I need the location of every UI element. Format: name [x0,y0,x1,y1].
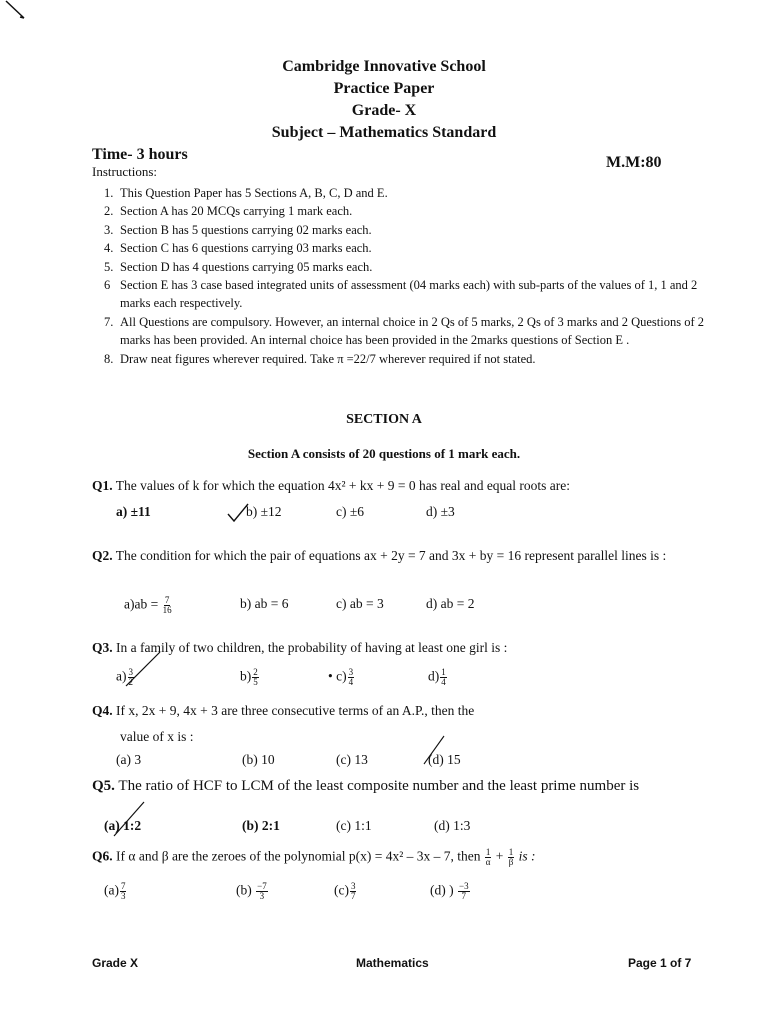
fraction [256,882,268,901]
fraction [440,668,447,687]
instruction-text: Draw neat figures wherever required. Take π =22/7 wherever required if not stated. [120,351,536,366]
instruction-item [104,221,704,239]
footer-subject: Mathematics [356,956,429,970]
fraction [163,596,172,615]
instruction-text: Section C has 6 questions carrying 03 marks each. [120,241,372,256]
option-a: (a) 3 [116,752,142,767]
question-text: The condition for which the pair of equations ax + 2y = 7 and 3x + by = 16 represent parallel lines is : [115,548,667,563]
instruction-item [104,202,704,220]
question-number: Q2. [92,548,113,563]
option-a-prefix: a)ab = [124,596,159,612]
instruction-number: 5. [104,259,114,274]
fraction-denominator: 4 [348,677,354,687]
option-label: (b) [236,882,252,898]
option-label: d) [428,668,440,684]
option-d: (d) 1:3 [434,818,471,833]
fraction-denominator: 5 [253,677,258,687]
fraction [458,882,470,901]
instruction-number: 3. [104,222,114,237]
instruction-item [104,350,704,368]
question-4 [92,698,722,750]
paper-header [0,56,768,144]
fraction-denominator: 2 [128,677,133,687]
option-label: a) [116,668,127,684]
plus-sign: + [495,848,504,864]
option-label: (a) [104,882,119,898]
fraction-numerator: 3 [350,881,356,891]
section-title: SECTION A [346,412,422,427]
question-3 [92,640,722,656]
max-marks: M.M:80 [606,154,662,171]
option-label: c) [336,668,347,684]
option-b: b) ab = 6 [240,596,289,611]
instruction-item [104,184,704,202]
option-b: b) ±12 [246,504,282,519]
question-5 [92,778,722,795]
instructions-heading: Instructions: [92,164,157,179]
fraction [252,668,259,687]
fraction-denominator: α [485,857,491,867]
question-text: The ratio of HCF to LCM of the least composite number and the least prime number is [118,778,640,794]
instruction-number: 1. [104,186,114,200]
fraction-numerator: 7 [120,881,126,891]
tick-mark [226,502,250,524]
option-b: (b) 10 [242,752,275,767]
option-c: c) ab = 3 [336,596,384,611]
fraction-numerator: 1 [485,847,491,857]
fraction-denominator: 16 [162,605,172,615]
option-d [428,668,448,687]
instruction-item [104,313,704,350]
option-c [334,882,357,901]
instruction-number: 2. [104,204,114,219]
option-a [124,596,173,615]
question-number: Q6. [92,848,113,864]
fraction [485,848,492,867]
instruction-text: Section B has 5 questions carrying 02 marks each. [120,222,372,237]
fraction-denominator: 3 [259,891,265,901]
question-text: If α and β are the zeroes of the polynomial p(x) = 4x² – 3x – 7, then [116,848,481,864]
school-name: Cambridge Innovative School [282,58,486,75]
option-b [236,882,269,901]
tick-mark [118,650,170,692]
instruction-number: 7. [104,314,114,329]
option-b: (b) 2:1 [242,818,280,833]
option-d: d) ab = 2 [426,596,475,611]
question-text: The values of k for which the equation 4x² + kx + 9 = 0 has real and equal roots are: [115,478,571,493]
fraction-numerator: 3 [348,667,354,677]
option-d: (d) 15 [428,752,461,767]
instruction-text: All Questions are compulsory. However, an internal choice in 2 Qs of 5 marks, 2 Qs of 3 marks and 2 Questions of 2 marks has been provided. An internal choice has been provided in the 2marks questions of Section E . [120,314,704,348]
instruction-text: Section E has 3 case based integrated units of assessment (04 marks each) with sub-parts of the values of 1, 1 and 2 marks each respectively. [120,278,698,311]
question-text: In a family of two children, the probability of having at least one girl is : [116,640,508,655]
question-text-end: is : [518,848,536,864]
instruction-item [104,239,704,257]
option-b [240,668,260,687]
instructions-list [104,184,704,368]
instruction-number: 4. [104,241,114,256]
option-c: (c) 1:1 [336,818,372,833]
instruction-number: 6 [104,278,111,293]
question-1 [92,478,722,494]
section-subtitle: Section A consists of 20 questions of 1 mark each. [247,446,521,461]
footer-page-number: Page 1 of 7 [628,956,692,970]
option-d: d) ±3 [426,504,455,519]
fraction [348,668,355,687]
fraction-numerator: −3 [459,881,469,891]
pen-stroke-mark [4,0,34,24]
option-a: a) ±11 [116,504,151,519]
fraction [350,882,357,901]
fraction-numerator: 3 [128,667,133,677]
instruction-text: Section D has 4 questions carrying 05 marks each. [120,259,373,274]
instruction-item [104,258,704,276]
paper-type: Practice Paper [333,80,435,97]
question-number: Q1. [92,478,113,493]
instruction-number: 8. [104,351,114,366]
tick-mark [420,734,446,768]
option-c: (c) 13 [336,752,368,767]
footer-grade: Grade X [92,956,139,970]
fraction-numerator: 7 [164,595,170,605]
option-c: c) ±6 [336,504,365,519]
fraction [508,848,515,867]
subject-label: Subject – Mathematics Standard [271,124,497,141]
instruction-text: Section A has 20 MCQs carrying 1 mark each. [120,204,353,219]
question-text: If x, 2x + 9, 4x + 3 are three consecutive terms of an A.P., then the [116,703,475,718]
question-text-continued: value of x is : [120,729,194,744]
fraction-denominator: 4 [441,677,446,687]
fraction-numerator: 2 [253,667,258,677]
option-label: b) [240,668,252,684]
fraction-denominator: 7 [461,891,467,901]
option-d [430,882,471,901]
instruction-item [104,276,704,313]
question-number: Q4. [92,703,113,718]
instruction-text: This Question Paper has 5 Sections A, B, C, D and E. [120,186,388,200]
question-number: Q5. [92,778,115,794]
tick-mark [104,800,150,840]
option-c: • c) $\frac{3}{4}$ [328,667,354,687]
option-label: (d) ) [430,882,454,898]
question-6 [92,848,722,867]
question-number: Q3. [92,640,113,655]
option-label: (c) [334,882,349,898]
question-2 [92,542,722,570]
fraction-numerator: 1 [508,847,514,857]
fraction-denominator: 7 [350,891,356,901]
fraction-denominator: β [508,857,514,867]
option-a [104,882,127,901]
fraction-numerator: −7 [257,881,267,891]
grade-label: Grade- X [351,102,417,119]
fraction-numerator: 1 [441,667,446,677]
time-label: Time- 3 hours [92,146,188,163]
fraction [120,882,127,901]
option-a: (a) 1:2 [104,818,142,833]
fraction-denominator: 3 [120,891,126,901]
